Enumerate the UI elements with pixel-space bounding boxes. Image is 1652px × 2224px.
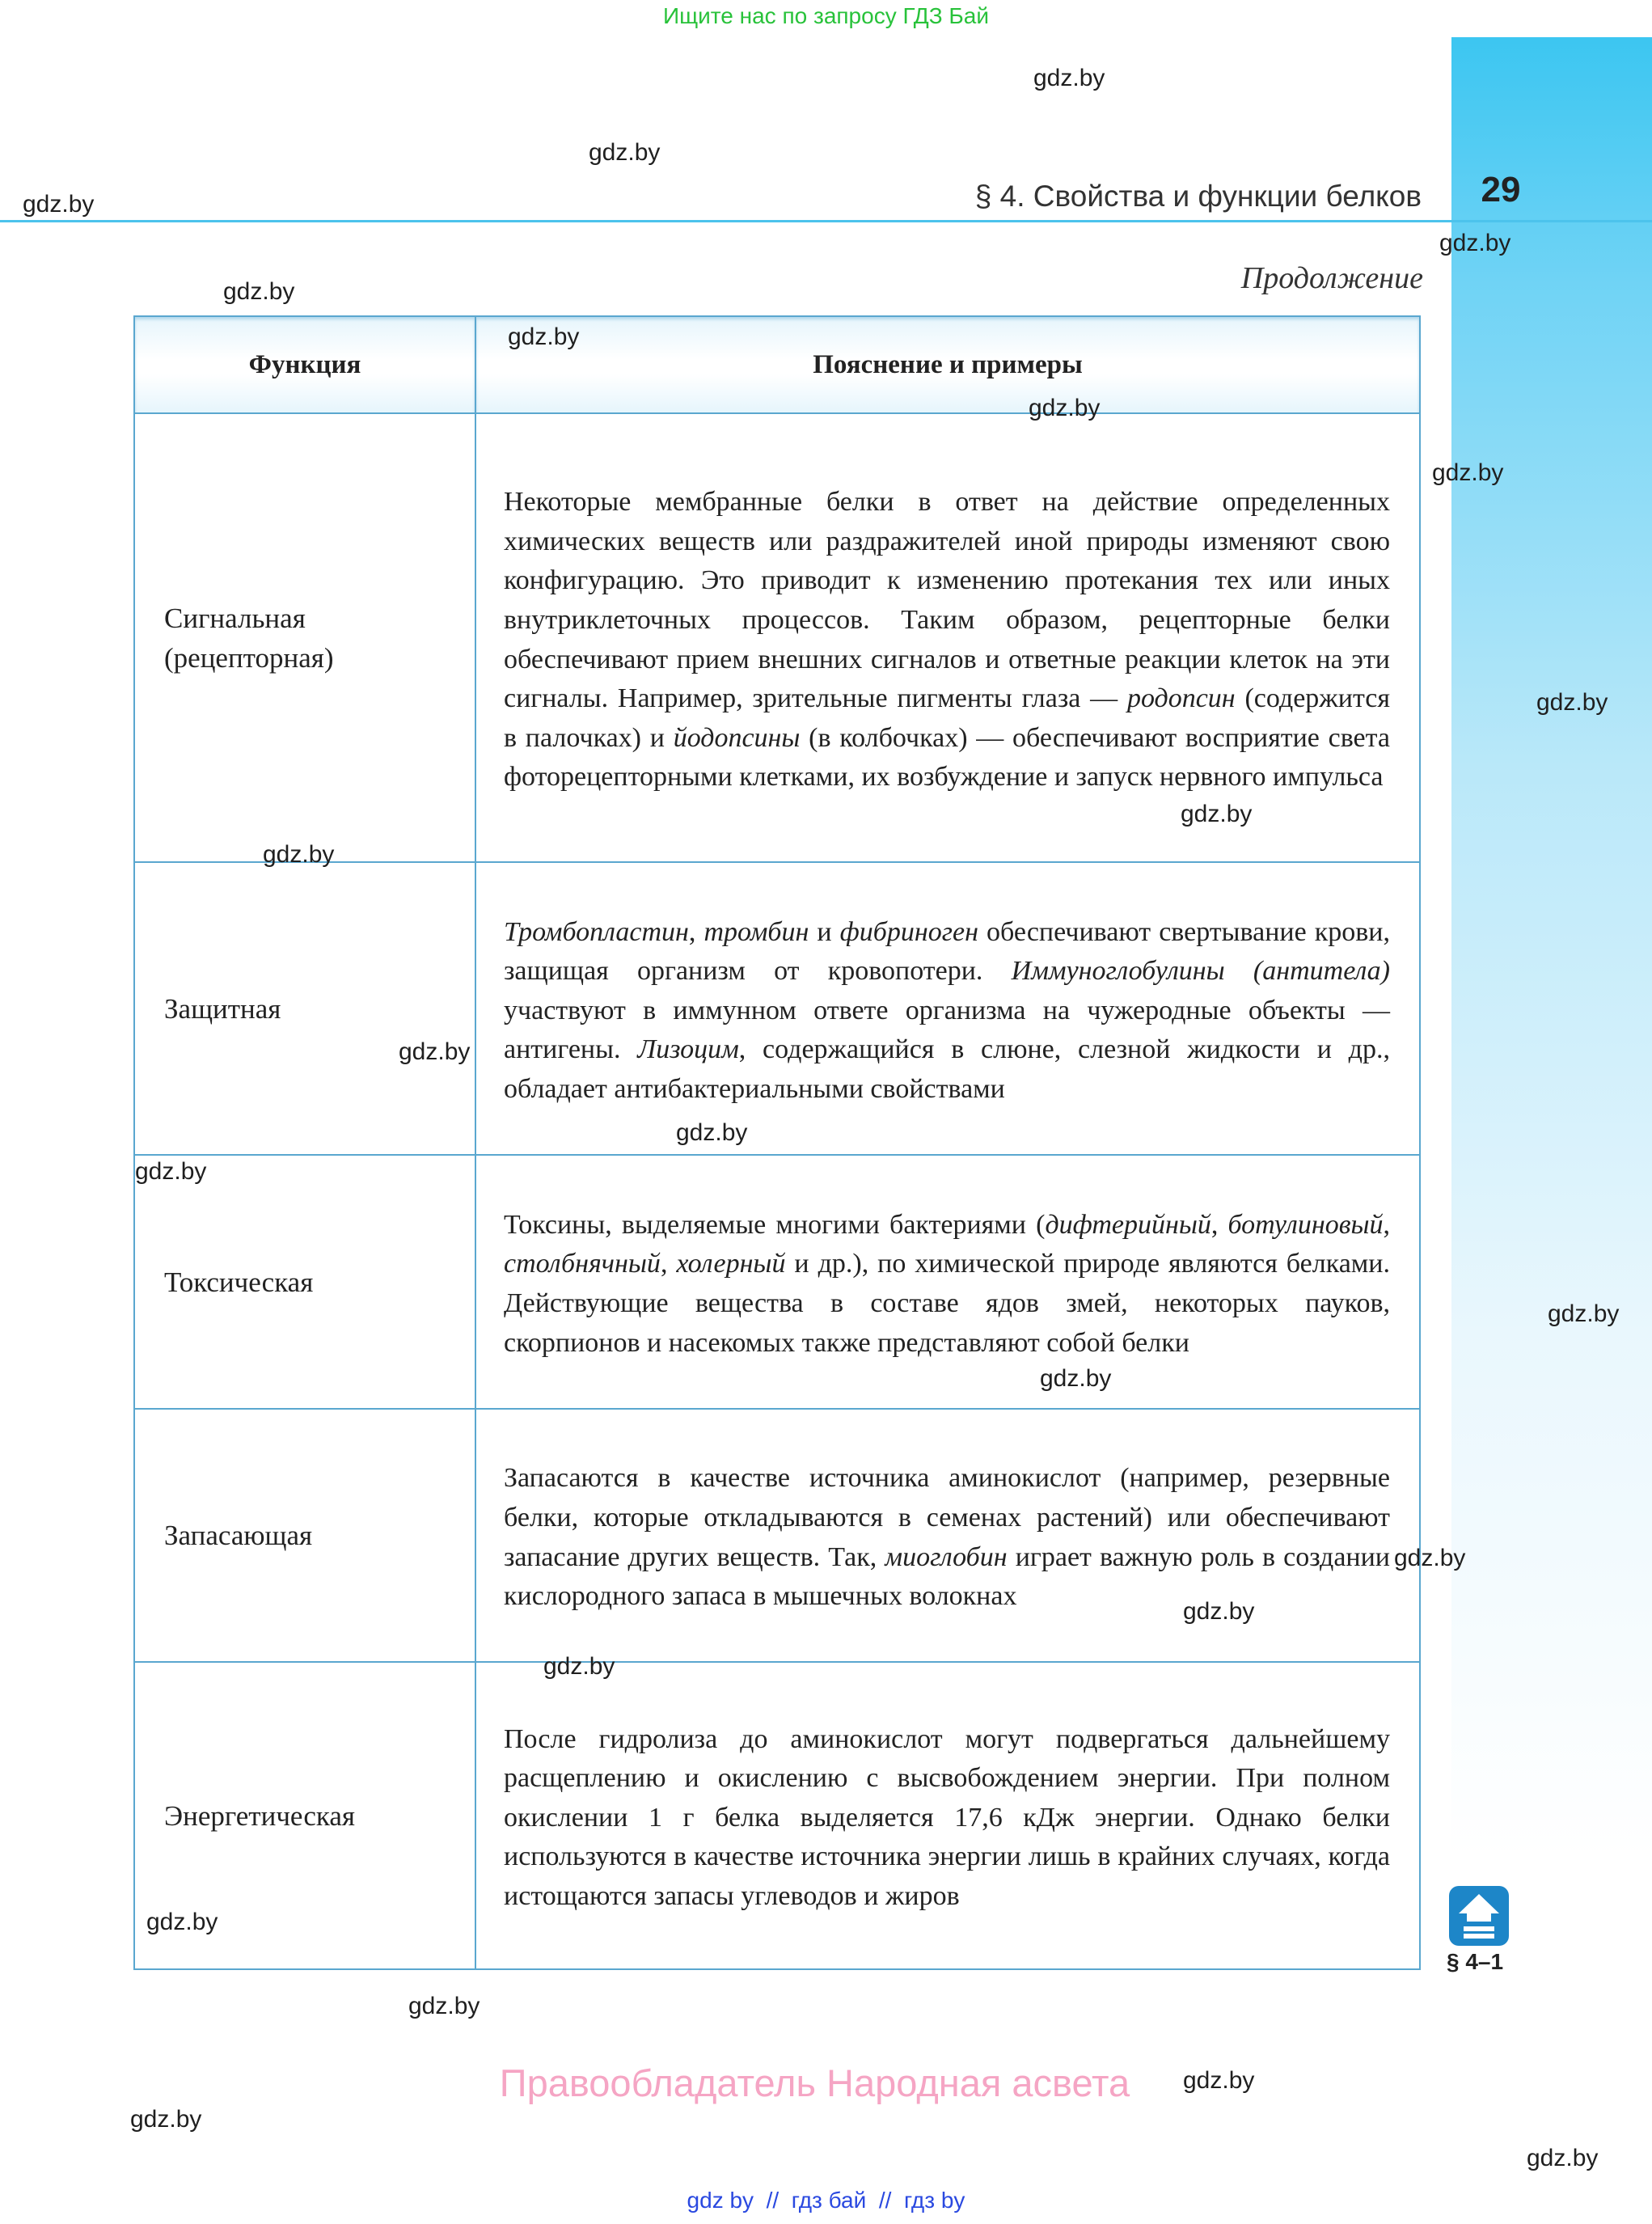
term-tetanus: столбнячный — [504, 1249, 661, 1279]
link-separator: // — [766, 2188, 780, 2213]
explanation-text: , — [688, 916, 704, 947]
watermark: gdz.by — [1527, 2145, 1599, 2171]
watermark: gdz.by — [408, 1993, 480, 2019]
term-cholera: холерный — [676, 1249, 786, 1279]
continuation-label: Продолжение — [1240, 261, 1423, 295]
watermark: gdz.by — [263, 841, 335, 868]
explanation-text: и — [809, 916, 840, 947]
term-diphtheria: дифтерийный — [1045, 1209, 1211, 1240]
watermark: gdz.by — [1029, 395, 1101, 421]
watermark: gdz.by — [399, 1038, 471, 1065]
table-row — [134, 1662, 1420, 1969]
top-notice[interactable]: Ищите нас по запросу ГДЗ Бай — [662, 3, 990, 28]
watermark: gdz.by — [1439, 230, 1511, 256]
watermark: gdz.by — [1432, 459, 1504, 486]
watermark: gdz.by — [676, 1119, 748, 1146]
link-separator: // — [878, 2188, 892, 2213]
watermark: gdz.by — [1183, 2067, 1255, 2094]
header-rule — [0, 220, 1652, 222]
explanation-text: обеспечивают свертывание крови, защищая организм от кровопотери. — [504, 916, 1391, 987]
table-row — [134, 413, 1420, 862]
watermark: gdz.by — [1548, 1300, 1620, 1327]
watermark: gdz.by — [1183, 1598, 1255, 1625]
function-name: Энергетическая — [164, 1799, 355, 1832]
explanation-cell — [475, 1662, 1420, 1969]
watermark: gdz.by — [1536, 689, 1608, 716]
term-lysozyme: Лизоцим — [637, 1034, 739, 1065]
bottom-link-gdz-by-cyr[interactable]: гдз by — [903, 2188, 965, 2213]
section-link-button[interactable] — [1449, 1886, 1509, 1946]
function-cell — [134, 1409, 475, 1662]
watermark: gdz.by — [1040, 1365, 1112, 1392]
up-arrow-house-icon — [1449, 1886, 1509, 1946]
function-name: Токсическая — [164, 1266, 314, 1298]
term-iodopsins: йодопсины — [673, 722, 801, 753]
page-number: 29 — [1481, 170, 1521, 209]
explanation-text: (в колбочках) — обеспечивают восприятие света фоторецепторными клетками, их возбуждение и запуск нервного импульса — [504, 722, 1391, 793]
term-rhodopsin: родопсин — [1126, 683, 1236, 714]
function-name-extra: (рецепторная) — [164, 641, 334, 674]
explanation-text: , содержащийся в слюне, слезной жидкости и др., обладает антибактериальными свойствами — [504, 1034, 1390, 1104]
term-immunoglobulins: Иммуноглобулины (антитела) — [1011, 956, 1391, 987]
watermark: gdz.by — [1181, 801, 1253, 827]
explanation-cell — [475, 1409, 1420, 1662]
term-myoglobin: миоглобин — [885, 1541, 1008, 1572]
explanation-text: , — [660, 1249, 677, 1279]
function-cell — [134, 413, 475, 862]
table-row — [134, 862, 1420, 1155]
bottom-link-gdz-bai[interactable]: гдз бай — [791, 2188, 867, 2213]
term-botulinum: ботулиновый — [1227, 1209, 1384, 1240]
watermark: gdz.by — [223, 278, 295, 305]
function-cell — [134, 862, 475, 1155]
watermark: gdz.by — [543, 1653, 615, 1680]
explanation-text: Токсины, выделяемые многими бактериями ( — [504, 1209, 1046, 1240]
table-row — [134, 1155, 1420, 1409]
column-header-explanation: Пояснение и примеры — [475, 316, 1420, 413]
table-header-row — [134, 316, 1420, 413]
function-name: Сигнальная — [164, 602, 306, 634]
explanation-text: играет важную роль в создании кислородного запаса в мышечных волокнах — [504, 1541, 1390, 1612]
term-fibrinogen: фибриноген — [839, 916, 978, 947]
explanation-text: участвуют в иммунном ответе организма на чужеродные объекты — антигены. — [504, 995, 1390, 1065]
watermark: gdz.by — [1394, 1545, 1466, 1571]
function-cell — [134, 1155, 475, 1409]
explanation-text: (содержится в палочках) и — [504, 683, 1390, 753]
column-header-function: Функция — [134, 316, 475, 413]
explanation-cell — [475, 413, 1420, 862]
explanation-cell — [475, 1155, 1420, 1409]
running-head: § 4. Свойства и функции белков — [974, 180, 1422, 213]
side-color-strip — [1451, 37, 1652, 1857]
explanation-text: После гидролиза до аминокислот могут подвергаться дальнейшему расщеплению и окислению с высвобождением энергии. При полном окислении 1 г белка выделяется 17,6 кДж энергии. Однако белки используются в качестве источника энергии лишь в крайних случаях, когда истощаются запасы углеводов и жиров — [504, 1723, 1390, 1911]
bottom-link-gdz-by[interactable]: gdz by — [687, 2188, 754, 2213]
bottom-links — [0, 2188, 1652, 2213]
watermark: gdz.by — [23, 191, 95, 218]
function-name: Запасающая — [164, 1520, 313, 1551]
copyright-notice: Правообладатель Народная асвета — [499, 2061, 1130, 2104]
watermark: gdz.by — [508, 323, 580, 350]
section-link-label[interactable]: § 4–1 — [1447, 1949, 1504, 1974]
explanation-text: , — [1210, 1209, 1228, 1240]
watermark: gdz.by — [1033, 65, 1105, 91]
protein-functions-table — [133, 315, 1421, 1970]
explanation-text: Запасаются в качестве источника аминокислот (например, резервные белки, которые откладываются в семенах растений) или обеспечивают запасание других веществ. Так, — [504, 1463, 1390, 1572]
function-name: Защитная — [164, 992, 281, 1025]
explanation-text: и др.), по химической природе являются белками. Действующие вещества в составе ядов змей, некоторых пауков, скорпионов и насекомых также представляют собой белки — [504, 1249, 1391, 1358]
term-thrombin: тромбин — [703, 916, 809, 947]
watermark: gdz.by — [146, 1909, 218, 1935]
explanation-text: Некоторые мембранные белки в ответ на действие определенных химических веществ или раздражителей иной природы изменяют свою конфигурацию. Это приводит к изменению протекания тех или иных внутриклеточных процессов. Таким образом, рецепторные белки обеспечивают прием внешних сигналов и ответные реакции клеток на эти сигналы. Например, зрительные пигменты глаза — — [504, 487, 1390, 714]
explanation-cell — [475, 862, 1420, 1155]
watermark: gdz.by — [589, 139, 661, 166]
watermark: gdz.by — [135, 1158, 207, 1185]
explanation-text: , — [1383, 1209, 1391, 1240]
term-thromboplastin: Тромбопластин — [504, 916, 689, 947]
watermark: gdz.by — [130, 2106, 202, 2133]
